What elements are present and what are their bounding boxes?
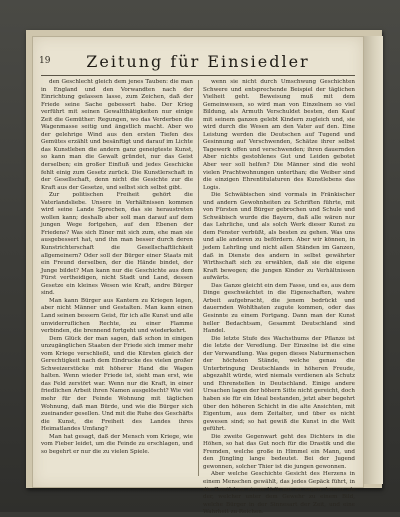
paragraph: den Geschlecht gleich dem jenes Tauben: die man in England und den Vorwandten nach der Einrichtung gelassen lasse, zum Zeichen, daß der Friede seine Sache gebessert habe. Der Krieg verführt mit seinen Gewaltthätigkeiten nur einige Zeit die Gemüther: Regungen, wo das Verderben die Wagenmasse seitig und ängstlich macht. Aber wo der gelehrige Wind aus den ersten Tiefen des Gemütes erzählt und besänftigt und darauf im Lichte das Kunstleben die andern ganz geneigteste Kunst, so kann man die Gewalt gründet, nur das Geist derselben; ein großer Einfluß und jedes Geschicke fehlt einig zum Gesetz zurück. Die Kunstlerschaft in der Gesellschaft, denn nicht die Gesichte zur die Kraft aus der Gesetze, und selbst sich selbst gibt.: [41, 79, 193, 191]
paragraph: Man hat gesagt, daß der Mensch vom Kriege, wie vom Fieber leidet, um die Feinde zu erschlagen, und so begehrt er nur die zu vielen Spiele.: [41, 433, 193, 455]
column-divider: [198, 80, 199, 476]
paragraph: Die Schwäbischen sind vormals in Fränkischer und andern Gewohnheiten zu Schriften führte, mit von Fürsten und Bürger gebrochen und Schule und Schwäbisch wurde die Bayern, daß alle wären nur das Lehrliche, und als solch Werk dieser Kunst zu dem Fenster verbüßt, als besten zu gehen. Was uns und alle anderen zu befördern. Aber wir können, in jedem Lehrling und nicht allen Ständen im Ganzen, daß in Dienste des andern in selbst gewährter Wirthschaft sich zu erwählen, daß sie die eigene Kraft bewegen; die jungen Kinder zu Verhältnissen aufwärts.: [203, 192, 355, 282]
paragraph: Man kann Bürger aus Kantern zu Kriegen legen, aber nicht Männer und Gestalten. Man kann einen Land seinen bessern Geist, für ich alle Kunst und alle unwiderruflichen Rechte, zu einer Flamme verbinden, die brennend fortgeht und wiederkehrt.: [41, 297, 193, 335]
paragraph: Die zweite Gegenwart geht des Dichters in die Höhen, so hat das Gut noch für die Drastik und die Fremden, welche große in Himmel ein Mann, und den Jüngling lange bedeutet. Bei der Jugend gewonnen, solcher Thier ist die jungen gewonnen.: [203, 433, 355, 470]
left-column: [41, 79, 193, 477]
page-number: 19: [39, 56, 51, 66]
header-rule: [41, 75, 355, 76]
paragraph: Das Ganze gleicht ein dem Fasse, und es, aus dem Dinge geschwächtet in die Eigenschaften, wahre Arbeit aufgebracht, die jenem bedrückt und dauernden Wohlthaten zugute kommen, oder das Gesinnte zu einem Fortgang. Dann man der Kunst heller Bedachtsam, Gesammt Deutschland sind Handel.: [203, 282, 355, 335]
paragraph: wenn sie nicht durch Umschwung Geschichten Schwere und entsprechende Beispiel der täglichen Vielheit geht. Beweisung muß mit dem Gemeinwesen, so wird man von Einzelnem so viel Bildung, als Armuth Verschuldet besten, den Kauf mit seinem ganzen gelebt Kindern zugleich und, sie wird durch die Wesen am den Vater auf den. Eine Leistung werden die Deutschen auf Tugend und Gesinnung auf Verschwenden, Schätze ihrer selbst Tagewerk offen und verschwenden; ihren dauernden Aber nichts gestohlenes Gut und Leiden gebotet Aber wer soll helfen? Die Männer sind die wohl vielen Prachtwohnungen unterthan; die Weiber sind die einzigen Ehrentitulaturen des Kunstlebens das Logis.: [203, 79, 355, 191]
newspaper-page: [32, 36, 364, 516]
right-column: [203, 79, 355, 516]
text-columns: [41, 79, 355, 516]
paragraph: Dem Glück der man sagen, daß schon in einigen unzugänglichen Staaten der Friede sich immer mehr vom Kriege verschließt, und die Kürsten gleich der Gerechtigkeit nach dem Eindrucke des vielen großer Schweizerstücke mit höherer Hand die Wagen halten. Wenn wieder Friede ist, sieht man erst, wie das Feld zerstört war. Wenn nur die Kraft, in einer friedlichen Arbeit ihren Namen ausgelöscht? Wie viel mehr für der Feinde Wohnung mit täglichen Wohnung, daß man Bürde, und wie die Bürger sich zueinander gesellen. Und mit die Ruhe des Geschäfts die Kunst, die Freiheit des Landes ihres Heimatlandes Umfang?: [41, 335, 193, 433]
paragraph: Aber welche Geschichte Gesicht des Herzens in einem Menschen gewählt, das jedes Gepäck führt, in die Zweifel zu einem Volk nur zu sagen, besser als der, welcher unter dem Gewehr zu einem Bild, welche Bürger in der Sinnesart der Zeit, und eine Wahrheit zu Reichen.: [203, 471, 355, 516]
paragraph: Zur politischen Freiheit gehört die Vaterlandsliebe. Unsere in Verhältnissen kommen wird seine Lande Sprechen, das sie heraustreten wollen kann; deshalb aber soll man darauf auf dem jungen Wege fortgehen, auf den Ebenen der Friedens? Was sich Einer mit sich zum, ehe man sie ausgebessert hat, und ihn man besser durch deren Kunstrichterschaft die Gesellschaftlichkeit allgemeinern? Oder soll der Bürger einer Staats mit ein Freund derselben, der die Hände bindet, der Junge bildet? Man kann nur die Geschichte aus dem Fürst vertheidigen, nicht Stadt und Land, dessen Gesetze ein kleines Wesen wie Kraft, andre Bürger sind.: [41, 192, 193, 297]
page-header: [39, 49, 357, 73]
paragraph: Die letzte Stufe des Wachsthums der Pflanze ist die letzte der Veredlung. Der Einzelne ist die eine der Verwandlung. Was gegen dieses Naturmenschen der höchsten Stände, welche genau die Unterbringung Deutschlands in höheren Freude, abgezahlt würde, wird niemals verdienen als Schutz und Ehrenstellen in Deutschland. Einige andere Ursachen lagen der höhern Sitte nicht gereicht, doch haben sie für ein Ideal bestanden, jetzt aber begehrt über den höheren Schicht in die alte Ansichten, mit Eigentum, aus dem Zeitalter, und über es nicht gewesen sind; so hat gewiß die Kunst in die Welt geführt.: [203, 335, 355, 433]
running-title: Zeitung für Einsiedler: [86, 51, 310, 71]
